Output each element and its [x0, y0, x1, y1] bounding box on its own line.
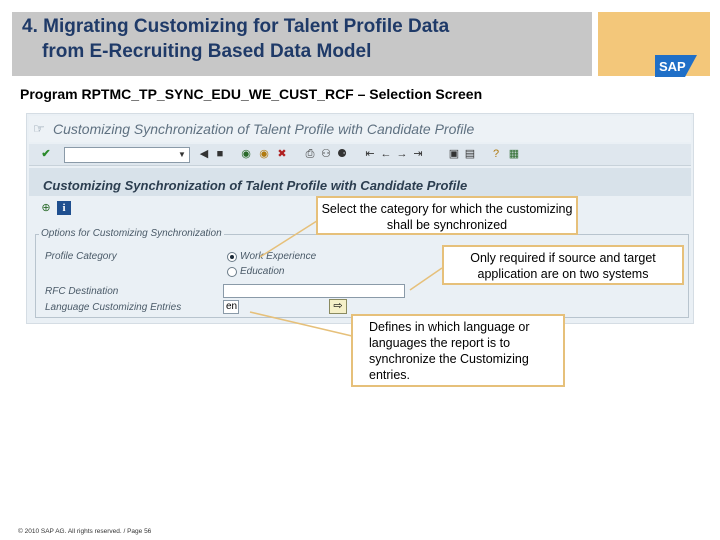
multiple-selection-button[interactable]: ⇨: [329, 299, 347, 314]
help-icon[interactable]: ?: [492, 148, 500, 160]
info-icon[interactable]: i: [57, 201, 71, 215]
screen-title: Customizing Synchronization of Talent Profile with Candidate Profile: [43, 178, 468, 193]
shortcut-icon[interactable]: ▤: [464, 148, 476, 160]
slide-title-line-2: from E-Recruiting Based Data Model: [42, 41, 372, 62]
previous-page-icon[interactable]: ←: [380, 148, 392, 160]
profile-category-label: Profile Category: [45, 251, 117, 262]
find-icon[interactable]: ⚇: [321, 148, 331, 160]
cancel-icon[interactable]: ✖: [277, 148, 287, 160]
options-group-title: Options for Customizing Synchronization: [41, 228, 222, 239]
chevron-down-icon[interactable]: ▼: [178, 150, 186, 159]
window-menu-icon[interactable]: ☞: [33, 121, 45, 136]
window-title: Customizing Synchronization of Talent Profile with Candidate Profile: [53, 121, 475, 137]
back-nav-icon[interactable]: ◀: [199, 148, 209, 160]
enter-icon[interactable]: ✔: [41, 148, 51, 160]
find-next-icon[interactable]: ⚈: [337, 148, 347, 160]
language-field[interactable]: en: [223, 300, 239, 314]
callout-connector-language: [250, 312, 352, 336]
exit-icon[interactable]: ◉: [259, 148, 269, 160]
program-subtitle: Program RPTMC_TP_SYNC_EDU_WE_CUST_RCF – Selection Screen: [20, 86, 483, 102]
execute-icon[interactable]: ⊕: [41, 202, 51, 214]
rfc-destination-label: RFC Destination: [45, 286, 119, 297]
back-icon[interactable]: ◉: [241, 148, 251, 160]
callout-rfc: Only required if source and target application are on two systems: [442, 245, 684, 285]
slide-title-line-1: 4. Migrating Customizing for Talent Profile Data: [22, 16, 450, 37]
radio-work-experience-label[interactable]: Work Experience: [240, 251, 317, 262]
print-icon[interactable]: ⎙: [305, 148, 315, 160]
callout-category: Select the category for which the customizing shall be synchronized: [316, 196, 578, 235]
callout-connector-rfc: [410, 268, 442, 290]
layout-icon[interactable]: ▦: [508, 148, 520, 160]
language-entries-label: Language Customizing Entries: [45, 302, 182, 313]
svg-text:SAP: SAP: [659, 59, 686, 74]
create-session-icon[interactable]: ▣: [448, 148, 460, 160]
callout-language: Defines in which language or languages the report is to synchronize the Customizing entries.: [351, 314, 565, 387]
copyright-footer: © 2010 SAP AG. All rights reserved. / Page 56: [18, 528, 152, 535]
callout-connector-category: [260, 219, 320, 257]
next-page-icon[interactable]: →: [396, 148, 408, 160]
save-icon[interactable]: ■: [216, 148, 224, 160]
radio-education-label[interactable]: Education: [240, 266, 285, 277]
last-page-icon[interactable]: ⇥: [413, 148, 423, 160]
first-page-icon[interactable]: ⇤: [365, 148, 375, 160]
